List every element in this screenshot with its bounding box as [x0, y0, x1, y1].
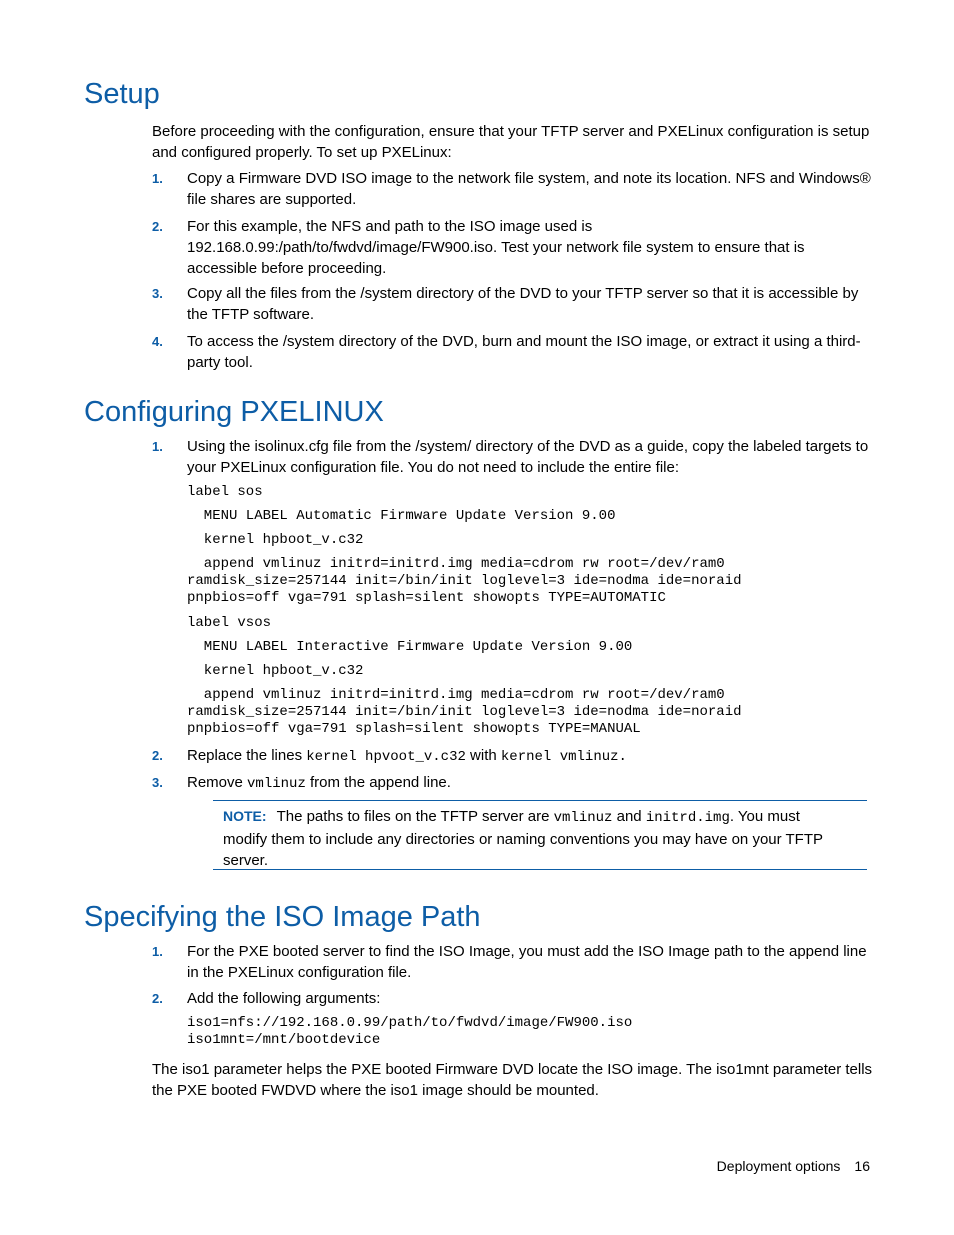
code-line: MENU LABEL Automatic Firmware Update Version 9.00: [187, 508, 616, 524]
code-line: label sos: [187, 484, 263, 500]
step-number: 4.: [152, 334, 163, 349]
footer-section: Deployment options: [716, 1158, 841, 1174]
setup-step-1: [152, 168, 874, 210]
heading-configuring-pxelinux: Configuring PXELINUX: [84, 396, 384, 428]
inline-code: initrd.img: [645, 810, 730, 826]
step-text: Copy a Firmware DVD ISO image to the network file system, and note its location. NFS and Windows® file shares are supported.: [187, 170, 871, 208]
page-footer: [717, 1158, 870, 1174]
step-number: 1.: [152, 944, 163, 959]
note-label: NOTE:: [223, 808, 267, 824]
step-text: [187, 772, 874, 795]
config-step-1: [152, 436, 874, 478]
iso-closing-paragraph: The iso1 parameter helps the PXE booted Firmware DVD locate the ISO image. The iso1mnt parameter tells the PXE booted FWDVD where the iso1 image should be mounted.: [152, 1061, 873, 1099]
code-block: append vmlinuz initrd=initrd.img media=cdrom rw root=/dev/ram0 ramdisk_size=257144 init=/bin/init loglevel=3 ide=nodma ide=noraid pnpbios=off vga=791 splash=silent showopts TYPE=MANUAL: [187, 687, 742, 737]
note-box: [213, 800, 867, 870]
setup-intro: Before proceeding with the configuration, ensure that your TFTP server and PXELinux configuration is setup and configured properly. To set up PXELinux:: [152, 123, 870, 161]
step-text: Add the following arguments:: [187, 990, 381, 1007]
code-block: iso1=nfs://192.168.0.99/path/to/fwdvd/image/FW900.iso iso1mnt=/mnt/bootdevice: [187, 1015, 633, 1048]
note-text: [223, 806, 843, 871]
step-number: 1.: [152, 439, 163, 454]
config-step-3: [152, 772, 874, 795]
code-block: append vmlinuz initrd=initrd.img media=cdrom rw root=/dev/ram0 ramdisk_size=257144 init=/bin/init loglevel=3 ide=nodma ide=noraid pnpbios=off vga=791 splash=silent showopts TYPE=AUTOMATIC: [187, 556, 742, 606]
step-number: 2.: [152, 991, 163, 1006]
inline-code: kernel hpvoot_v.c32: [306, 749, 466, 765]
heading-setup: Setup: [84, 78, 160, 110]
code-line: kernel hpboot_v.c32: [187, 663, 364, 679]
step-number: 2.: [152, 219, 163, 234]
text-run: and: [612, 808, 646, 825]
setup-step-2: [152, 216, 874, 279]
config-step-2: [152, 745, 874, 768]
step-text: For this example, the NFS and path to the ISO image used is 192.168.0.99:/path/to/fwdvd/image/FW900.iso. Test your network file system to ensure that is accessible before proceeding.: [187, 218, 805, 277]
step-text: Copy all the files from the /system directory of the DVD to your TFTP server so that it is accessible by the TFTP software.: [187, 285, 859, 323]
step-number: 2.: [152, 748, 163, 763]
text-run: The paths to files on the TFTP server are: [276, 808, 554, 825]
text-run: from the append line.: [305, 774, 451, 791]
text-run: . You must modify them to include any directories or naming conventions you may have on your TFTP server.: [223, 808, 823, 869]
text-run: with: [465, 747, 501, 764]
setup-step-4: [152, 331, 874, 373]
code-line: kernel hpboot_v.c32: [187, 532, 364, 548]
step-number: 3.: [152, 775, 163, 790]
inline-code: vmlinuz: [553, 810, 613, 826]
step-number: 3.: [152, 286, 163, 301]
setup-step-3: [152, 283, 874, 325]
step-text: Using the isolinux.cfg file from the /system/ directory of the DVD as a guide, copy the labeled targets to your PXELinux configuration file. You do not need to include the entire file:: [187, 438, 869, 476]
iso-step-1: [152, 941, 874, 983]
page-number: 16: [854, 1158, 870, 1174]
code-line: label vsos: [187, 615, 272, 631]
code-line: MENU LABEL Interactive Firmware Update Version 9.00: [187, 639, 633, 655]
step-text: To access the /system directory of the DVD, burn and mount the ISO image, or extract it using a third-party tool.: [187, 333, 861, 371]
inline-code: vmlinuz: [247, 776, 306, 792]
iso-step-2: [152, 988, 874, 1009]
step-text: For the PXE booted server to find the ISO Image, you must add the ISO Image path to the append line in the PXELinux configuration file.: [187, 943, 867, 981]
inline-code: kernel vmlinuz.: [500, 749, 627, 765]
step-number: 1.: [152, 171, 163, 186]
text-run: Replace the lines: [187, 747, 307, 764]
text-run: Remove: [187, 774, 248, 791]
step-text: [187, 745, 874, 768]
heading-iso-image-path: Specifying the ISO Image Path: [84, 901, 481, 933]
